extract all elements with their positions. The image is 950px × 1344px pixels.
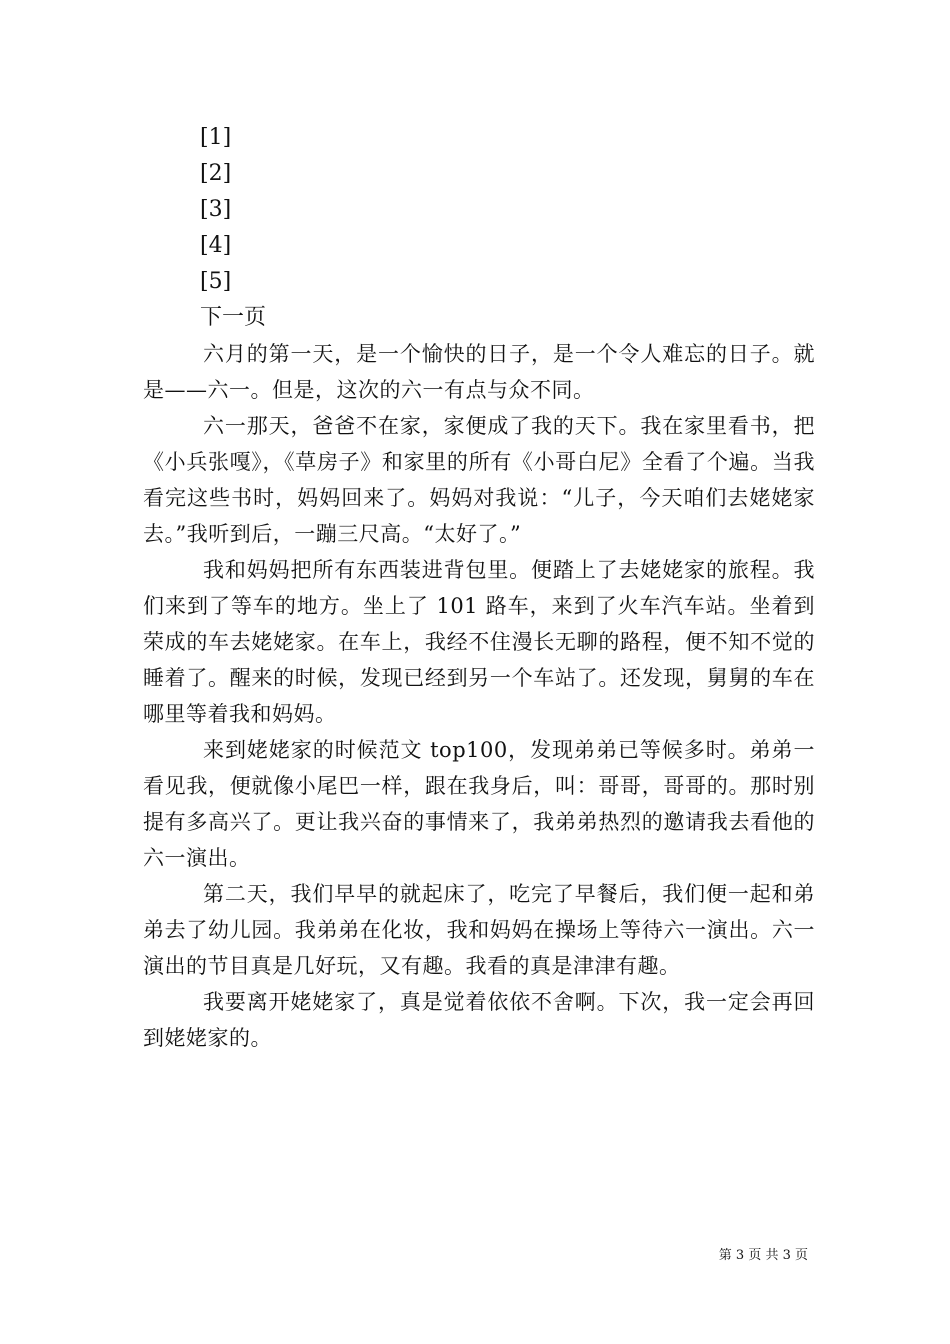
page-link-5[interactable]: [5]: [200, 269, 232, 294]
page-link-1[interactable]: [1]: [200, 125, 232, 150]
next-page-link[interactable]: 下一页: [200, 305, 267, 330]
paragraph-3: 我和妈妈把所有东西装进背包里。便踏上了去姥姥家的旅程。我们来到了等车的地方。坐上了 101 路车，来到了火车汽车站。坐着到荣成的车去姥姥家。在车上，我经不住漫长无聊的路程，便不知不觉的睡着了。醒来的时候，发现已经到另一个车站了。还发现，舅舅的车在哪里等着我和妈妈。: [143, 558, 815, 726]
paragraph-5: 第二天，我们早早的就起床了，吃完了早餐后，我们便一起和弟弟去了幼儿园。我弟弟在化妆，我和妈妈在操场上等待六一演出。六一演出的节目真是几好玩，又有趣。我看的真是津津有趣。: [143, 882, 815, 978]
page-link-2[interactable]: [2]: [200, 161, 232, 186]
paragraph-1: 六月的第一天，是一个愉快的日子，是一个令人难忘的日子。就是——六一。但是，这次的六一有点与众不同。: [143, 342, 815, 402]
paragraph-2: 六一那天，爸爸不在家，家便成了我的天下。我在家里看书，把《小兵张嘎》，《草房子》和家里的所有《小哥白尼》全看了个遍。当我看完这些书时，妈妈回来了。妈妈对我说：“儿子，今天咱们去姥姥家去。”我听到后，一蹦三尺高。“太好了。”: [143, 414, 815, 546]
paragraph-6: 我要离开姥姥家了，真是觉着依依不舍啊。下次，我一定会再回到姥姥家的。: [143, 990, 815, 1050]
paragraph-4: 来到姥姥家的时候范文 top100，发现弟弟已等候多时。弟弟一看见我，便就像小尾巴一样，跟在我身后，叫：哥哥，哥哥的。那时别提有多高兴了。更让我兴奋的事情来了，我弟弟热烈的邀请我去看他的六一演出。: [143, 738, 815, 870]
article-body: [143, 336, 815, 1056]
page-number-footer: 第 3 页 共 3 页: [718, 1248, 808, 1263]
page-link-4[interactable]: [4]: [200, 233, 232, 258]
page-link-3[interactable]: [3]: [200, 197, 232, 222]
page-links: [200, 120, 266, 336]
